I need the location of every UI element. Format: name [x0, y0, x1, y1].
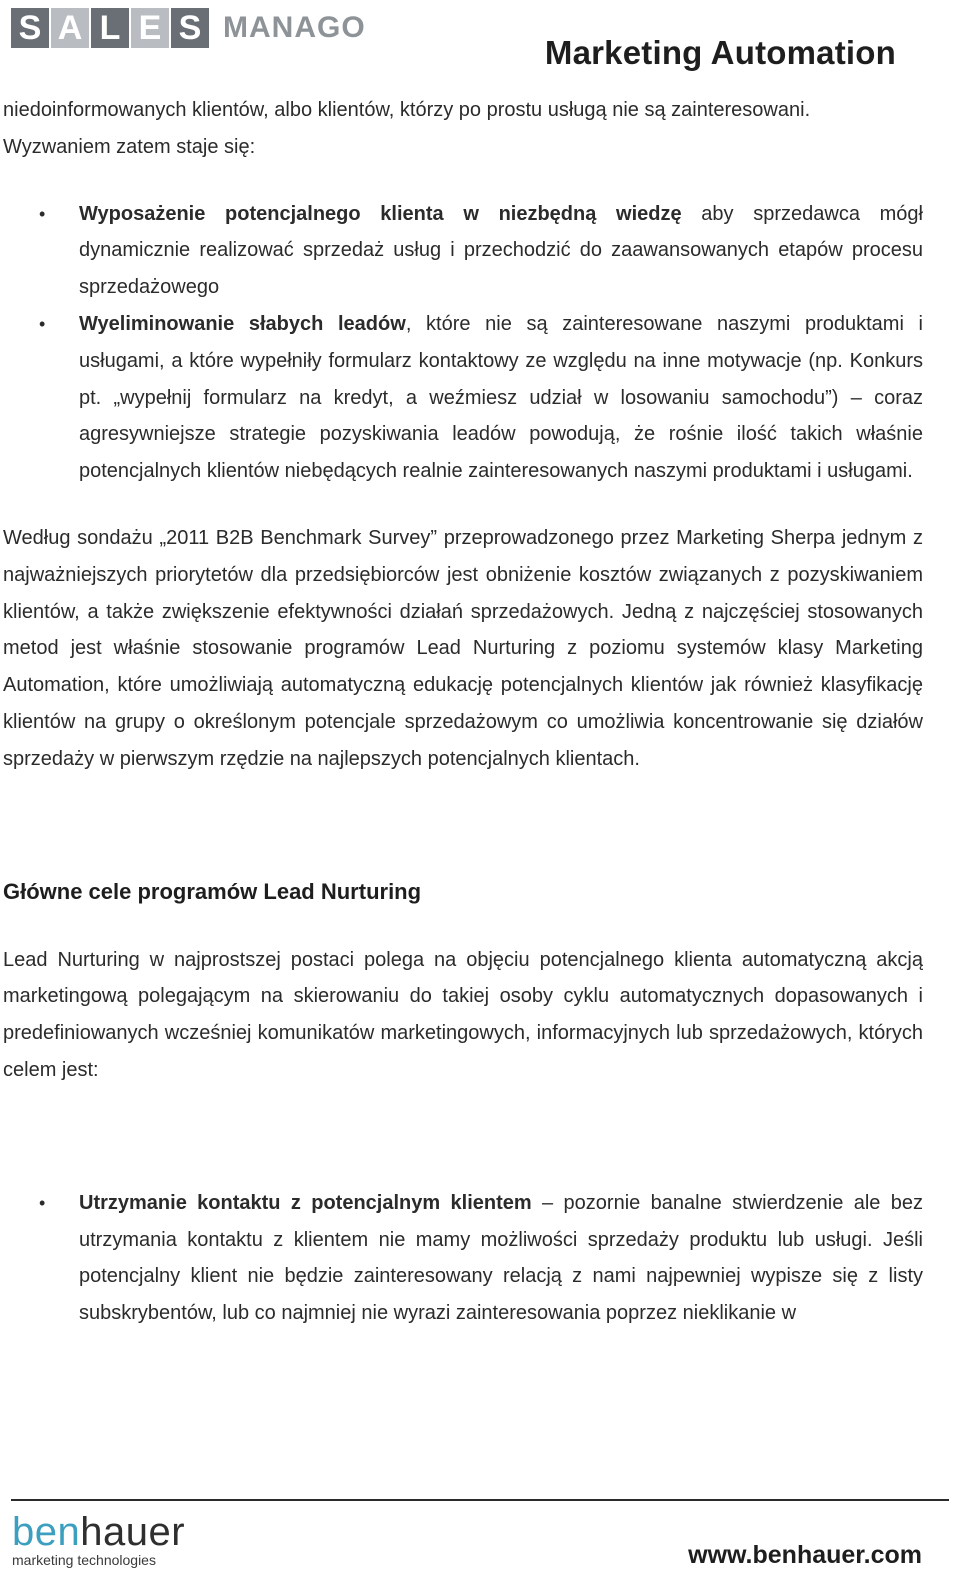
logo-tile-l: L [91, 8, 129, 48]
logo-tile-s1: S [11, 8, 49, 48]
logo-tile-s2: S [171, 8, 209, 48]
bullet-icon: • [39, 1192, 46, 1213]
footer-divider [11, 1499, 949, 1501]
list-item-text: , które nie są zainteresowane naszymi produktami i usługami, a które wypełniły formularz kontaktowy ze względu na inne motywacje (np. Konkurs pt. „wypełnij formularz na kredyt, a weźmiesz udział w losowaniu samochodu”) – coraz agresywniejsze strategie pozyskiwania leadów powodują, że rośnie ilość takich właśnie potencjalnych klientów niebędących realnie zainteresowanych naszymi produktami i usługami. [79, 312, 924, 483]
logo-word: MANAGO [223, 11, 366, 44]
logo-tile-a: A [51, 8, 89, 48]
intro-paragraph [3, 92, 923, 166]
logo-tiles [11, 8, 211, 48]
page-header [0, 0, 960, 90]
intro-line-2: Wyzwaniem zatem staje się: [3, 135, 256, 158]
list-item-bold: Utrzymanie kontaktu z potencjalnym klientem [79, 1191, 532, 1214]
list-item-text: – pozornie banalne stwierdzenie ale bez utrzymania kontaktu z klientem nie mamy możliwości sprzedaży produktu lub usługi. Jeśli potencjalny klient nie będzie zainteresowany relacją z nami najpewniej wypisze się z listy subskrybentów, lub co najmniej nie wyrazi zainteresowania poprzez nieklikanie w [79, 1191, 924, 1325]
intro-line-1: niedoinformowanych klientów, albo klientów, którzy po prostu usługą nie są zainteresowani. [3, 99, 811, 121]
header-title: Marketing Automation [544, 34, 896, 71]
bullet-icon: • [39, 203, 46, 224]
goals-list [3, 1185, 923, 1332]
document-body [3, 92, 923, 1332]
benhauer-logo-wordmark [12, 1512, 185, 1552]
bullet-icon: • [39, 313, 46, 334]
section-heading: Główne cele programów Lead Nurturing [3, 878, 422, 904]
logo-ben: ben [12, 1510, 81, 1554]
logo-hauer: hauer [80, 1510, 186, 1554]
list-item [3, 1185, 923, 1332]
challenges-list [3, 196, 923, 490]
list-item-text: aby sprzedawca mógł dynamicznie realizować sprzedaż usług i przechodzić do zaawansowanych etapów procesu sprzedażowego [79, 202, 923, 299]
list-item [3, 196, 923, 306]
list-item-bold: Wyeliminowanie słabych leadów [79, 312, 406, 335]
section-paragraph: Lead Nurturing w najprostszej postaci polega na objęciu potencjalnego klienta automatyczną akcją marketingową polegającym na skierowaniu do takiej osoby cyklu automatycznych dopasowanych i predefiniowanych wcześniej komunikatów marketingowych, informacyjnych lub sprzedażowych, których celem jest: [3, 948, 923, 1081]
benhauer-logo [12, 1512, 185, 1568]
footer-url-link[interactable]: www.benhauer.com [688, 1541, 922, 1569]
survey-paragraph: Według sondażu „2011 B2B Benchmark Survey” przeprowadzonego przez Marketing Sherpa jednym z najważniejszych priorytetów dla przedsiębiorców jest obniżenie kosztów związanych z pozyskiwaniem klientów, a także zwiększenie efektywności działań sprzedażowych. Jedną z najczęściej stosowanych metod jest właśnie stosowanie programów Lead Nurturing z poziomu systemów klasy Marketing Automation, które umożliwiają automatyczną edukację potencjalnych klientów jak również klasyfikację klientów na grupy o określonym potencjale sprzedażowym co umożliwia koncentrowanie się działów sprzedaży w pierwszym rzędzie na najlepszych potencjalnych klientach. [3, 526, 923, 770]
salesmanago-logo [11, 8, 366, 48]
list-item [3, 306, 923, 490]
benhauer-tagline: marketing technologies [12, 1552, 156, 1568]
logo-tile-e: E [131, 8, 169, 48]
list-item-bold: Wyposażenie potencjalnego klienta w niezbędną wiedzę [79, 202, 682, 225]
